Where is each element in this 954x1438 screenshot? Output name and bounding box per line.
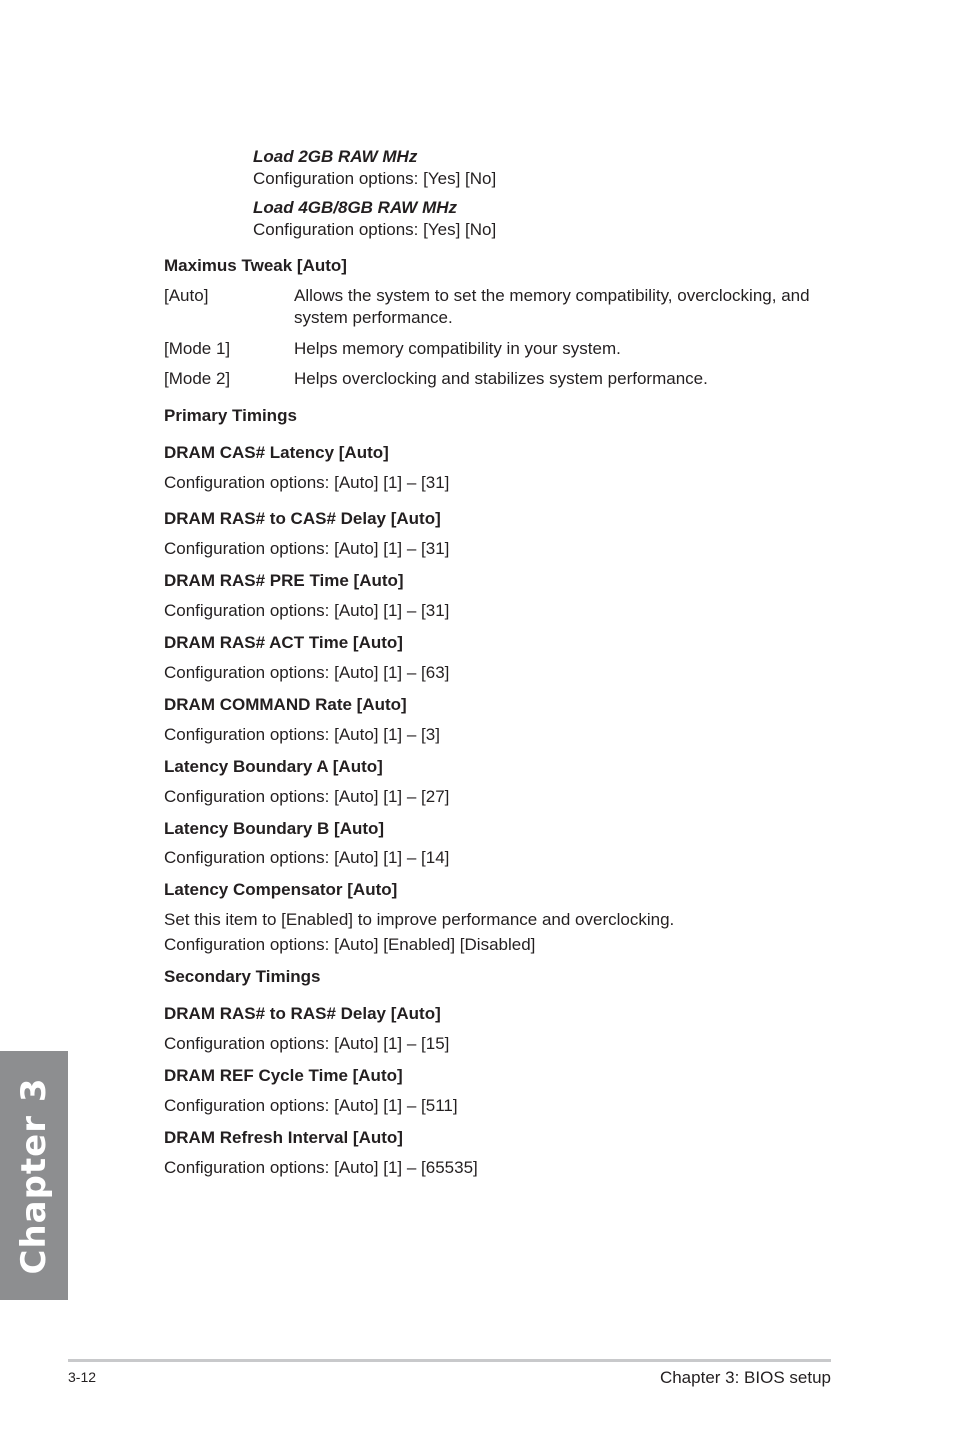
option-key: [Mode 1] — [164, 339, 231, 358]
command-rate-heading: DRAM COMMAND Rate [Auto] — [164, 695, 407, 714]
ras-cas-delay-heading: DRAM RAS# to CAS# Delay [Auto] — [164, 509, 441, 528]
ras-ras-delay-options: Configuration options: [Auto] [1] – [15] — [164, 1034, 450, 1053]
latency-boundary-b-heading: Latency Boundary B [Auto] — [164, 819, 385, 838]
chapter-side-tab-label: Chapter 3 — [13, 1077, 54, 1275]
ras-cas-delay-options: Configuration options: [Auto] [1] – [31] — [164, 539, 450, 558]
page-number: 3-12 — [68, 1369, 97, 1385]
latency-compensator-description: Set this item to [Enabled] to improve performance and overclocking. — [164, 910, 675, 929]
option-description: Helps memory compatibility in your system. — [294, 339, 621, 358]
option-description: Helps overclocking and stabilizes system performance. — [294, 369, 708, 388]
load-4gb-options: Configuration options: [Yes] [No] — [253, 220, 497, 240]
footer-chapter-title: Chapter 3: BIOS setup — [659, 1368, 831, 1387]
secondary-timings-heading: Secondary Timings — [164, 967, 321, 986]
option-key: [Mode 2] — [164, 369, 231, 388]
load-4gb-title: Load 4GB/8GB RAW MHz — [253, 198, 458, 217]
option-row-auto — [164, 285, 834, 329]
ras-act-time-heading: DRAM RAS# ACT Time [Auto] — [164, 633, 403, 652]
latency-boundary-a-heading: Latency Boundary A [Auto] — [164, 757, 383, 776]
latency-compensator-options: Configuration options: [Auto] [Enabled] [Disabled] — [164, 935, 536, 954]
latency-boundary-b-options: Configuration options: [Auto] [1] – [14] — [164, 848, 450, 867]
primary-timings-heading: Primary Timings — [164, 406, 297, 425]
cas-latency-options: Configuration options: [Auto] [1] – [31] — [164, 473, 450, 492]
ras-ras-delay-heading: DRAM RAS# to RAS# Delay [Auto] — [164, 1004, 441, 1023]
ref-cycle-time-heading: DRAM REF Cycle Time [Auto] — [164, 1066, 403, 1085]
ras-pre-time-options: Configuration options: [Auto] [1] – [31] — [164, 601, 450, 620]
load-4gb-section — [253, 197, 496, 241]
option-key: [Auto] — [164, 286, 209, 305]
option-row-mode2 — [164, 368, 834, 390]
cas-latency-heading: DRAM CAS# Latency [Auto] — [164, 443, 389, 462]
option-description: Allows the system to set the memory compatibility, overclocking, and system performance. — [294, 286, 810, 328]
ras-act-time-options: Configuration options: [Auto] [1] – [63] — [164, 663, 450, 682]
load-2gb-title: Load 2GB RAW MHz — [253, 147, 418, 166]
maximus-tweak-heading: Maximus Tweak [Auto] — [164, 256, 347, 275]
footer-divider — [68, 1359, 831, 1362]
refresh-interval-options: Configuration options: [Auto] [1] – [65535] — [164, 1158, 478, 1177]
option-row-mode1 — [164, 338, 834, 360]
load-2gb-options: Configuration options: [Yes] [No] — [253, 169, 497, 189]
latency-compensator-heading: Latency Compensator [Auto] — [164, 880, 398, 899]
command-rate-options: Configuration options: [Auto] [1] – [3] — [164, 725, 440, 744]
load-2gb-section — [253, 146, 496, 190]
ref-cycle-time-options: Configuration options: [Auto] [1] – [511] — [164, 1096, 458, 1115]
chapter-side-tab — [0, 1051, 68, 1300]
ras-pre-time-heading: DRAM RAS# PRE Time [Auto] — [164, 571, 404, 590]
refresh-interval-heading: DRAM Refresh Interval [Auto] — [164, 1128, 403, 1147]
latency-boundary-a-options: Configuration options: [Auto] [1] – [27] — [164, 787, 450, 806]
